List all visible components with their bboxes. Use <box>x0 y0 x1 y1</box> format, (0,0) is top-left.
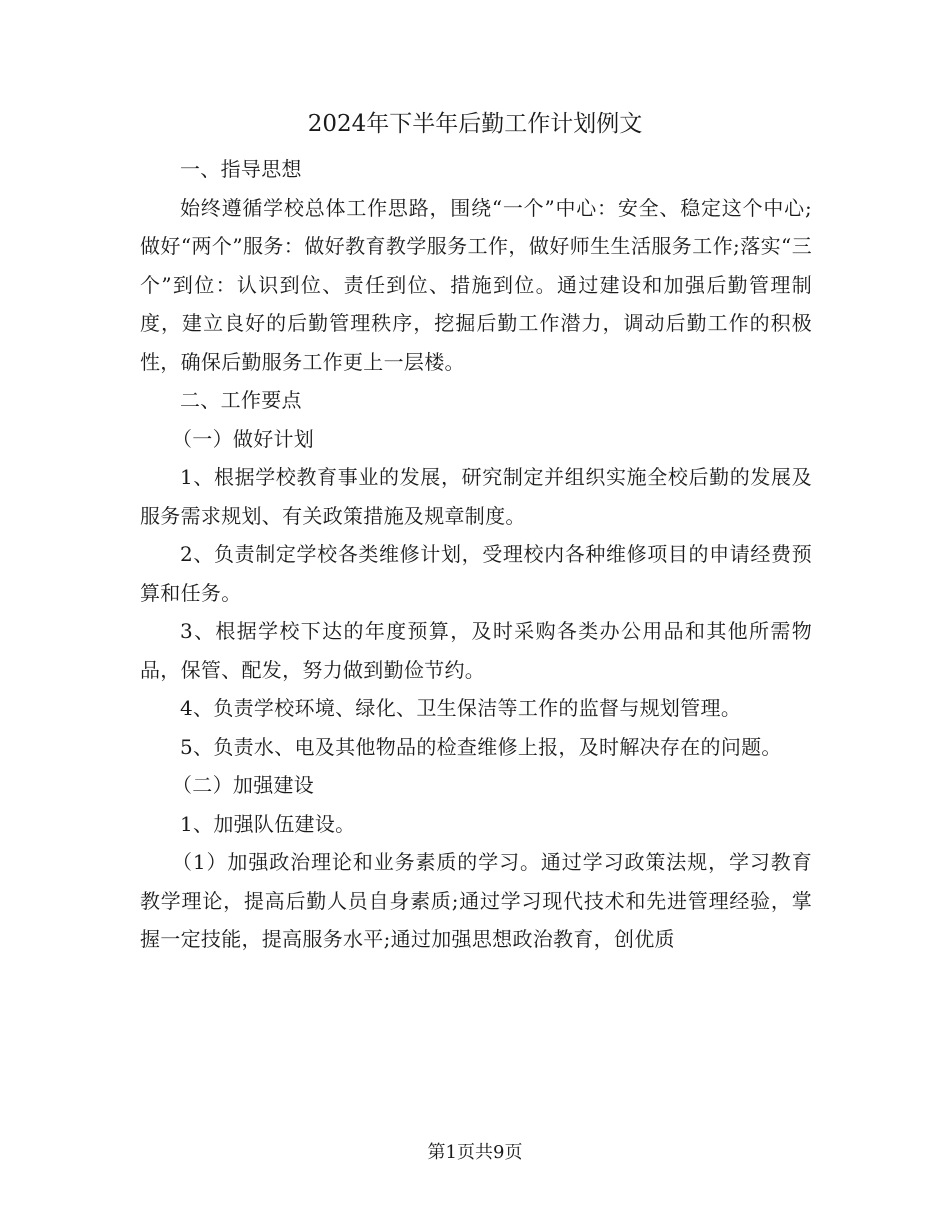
list-item-planning-1: 1、根据学校教育事业的发展，研究制定并组织实施全校后勤的发展及服务需求规划、有关政策措施及规章制度。 <box>140 465 812 528</box>
page-footer: 第1页共9页 <box>427 1142 523 1163</box>
list-item-planning-2: 2、负责制定学校各类维修计划，受理校内各种维修项目的申请经费预算和任务。 <box>140 542 812 605</box>
list-item-planning-5: 5、负责水、电及其他物品的检查维修上报，及时解决存在的问题。 <box>180 734 782 759</box>
document-body <box>140 150 812 959</box>
list-item-planning-3: 3、根据学校下达的年度预算，及时采购各类办公用品和其他所需物品，保管、配发，努力做到勤俭节约。 <box>140 619 812 682</box>
subsection-heading-planning: （一）做好计划 <box>172 426 315 451</box>
document-title: 2024年下半年后勤工作计划例文 <box>307 111 643 137</box>
list-item-strengthen-1: 1、加强队伍建设。 <box>180 811 356 836</box>
list-item-strengthen-1-1: （1）加强政治理论和业务素质的学习。通过学习政策法规，学习教育教学理论，提高后勤人员自身素质;通过学习现代技术和先进管理经验，掌握一定技能，提高服务水平;通过加强思想政治教育，创优质 <box>140 850 812 951</box>
list-item-planning-4: 4、负责学校环境、绿化、卫生保洁等工作的监督与规划管理。 <box>180 696 742 720</box>
paragraph-guiding-ideology: 始终遵循学校总体工作思路，围绕“一个”中心：安全、稳定这个中心;做好“两个”服务：做好教育教学服务工作，做好师生生活服务工作;落实“三个”到位：认识到位、责任到位、措施到位。通过建设和加强后勤管理制度，建立良好的后勤管理秩序，挖掘后勤工作潜力，调动后勤工作的积极性，确保后勤服务工作更上一层楼。 <box>140 195 812 374</box>
section-heading-guiding-ideology: 一、指导思想 <box>180 157 302 181</box>
section-heading-work-points: 二、工作要点 <box>180 388 302 412</box>
subsection-heading-strengthen: （二）加强建设 <box>172 773 315 797</box>
